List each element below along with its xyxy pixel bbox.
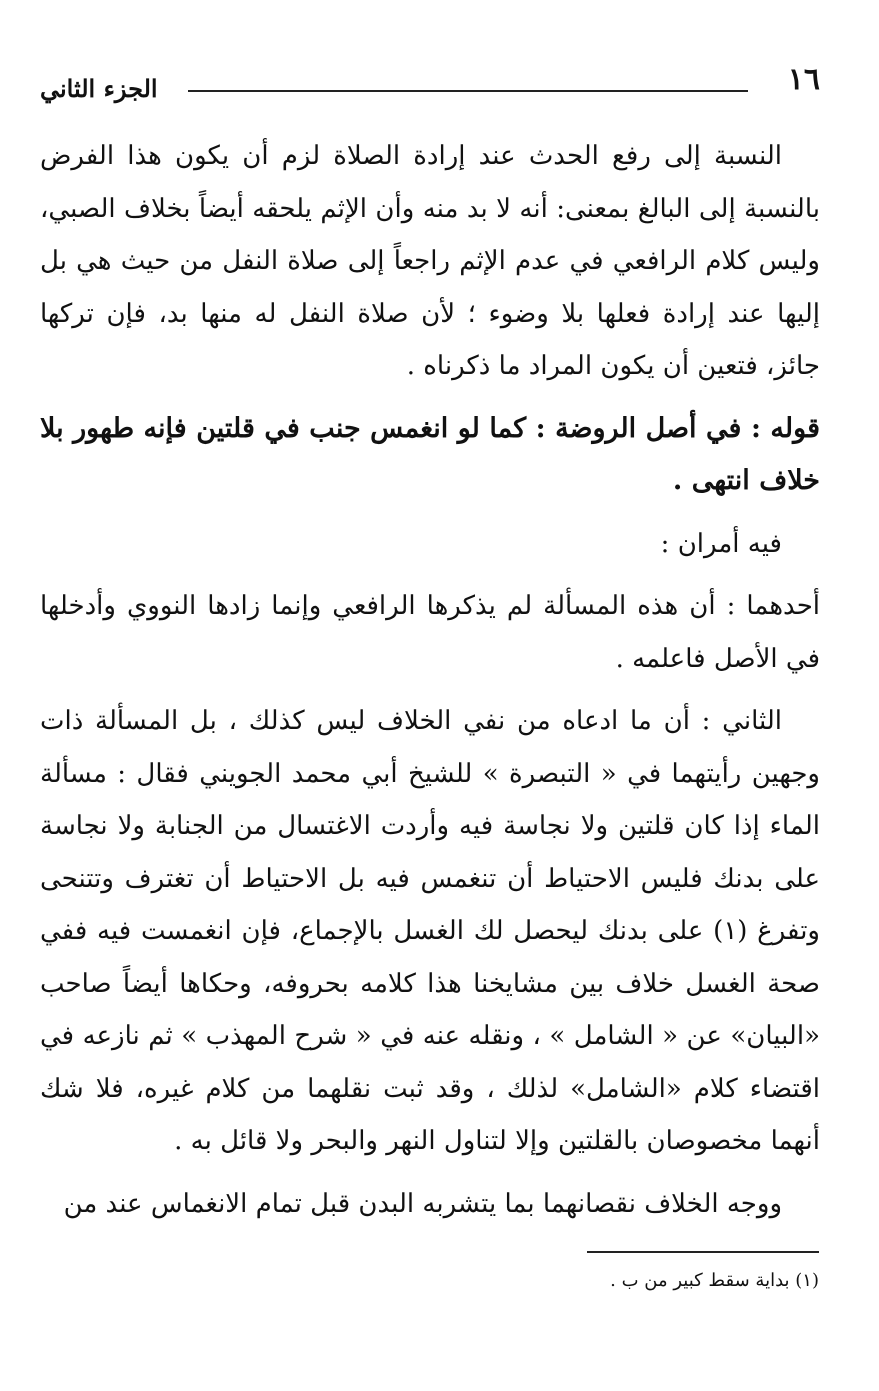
paragraph-first-point: أحدهما : أن هذه المسألة لم يذكرها الرافعي وإنما زادها النووي وأدخلها في الأصل فاعلمه . (40, 591, 820, 674)
paragraph-two-points: فيه أمران : (660, 528, 782, 559)
footnote: (١) بداية سقط كبير من ب . (610, 1270, 819, 1291)
paragraph-second-point: الثاني : أن ما ادعاه من نفي الخلاف ليس كذلك ، بل المسألة ذات وجهين رأيتهما في « التبصرة » للشيخ أبي محمد الجويني فقال : مسألة الماء إذا كان قلتين ولا نجاسة فيه وأردت الاغتسال من الجنابة ولا نجاسة على بدنك فليس الاحتياط أن تنغمس فيه بل الاحتياط أن تغترف وتتنحى وتفرغ (١) على بدنك ليحصل لك الغسل بالإجماع، فإن انغمست فيه ففي صحة الغسل خلاف بين مشايخنا هذا كلامه بحروفه، وحكاها أيضاً صاحب «البيان» عن « الشامل » ، ونقله عنه في « شرح المهذب » ثم نازعه في اقتضاء كلام «الشامل» لذلك ، وقد ثبت نقلهما من كلام غيره، فلا شك أنهما مخصوصان بالقلتين وإلا لتناول النهر والبحر ولا قائل به . (40, 706, 820, 1156)
paragraph-reason: ووجه الخلاف نقصانهما بما يتشربه البدن قبل تمام الانغماس عند من (63, 1188, 782, 1219)
paragraph-quote-heading: قوله : في أصل الروضة : كما لو انغمس جنب في قلتين فإنه طهور بلا خلاف انتهى . (40, 412, 820, 496)
footnote-rule (587, 1251, 819, 1253)
body-text (40, 130, 820, 1230)
paragraph-continuation: النسبة إلى رفع الحدث عند إرادة الصلاة لزم أن يكون هذا الفرض بالنسبة إلى البالغ بمعنى: أنه لا بد منه وأن الإثم يلحقه أيضاً بخلاف الصبي، وليس كلام الرافعي في عدم الإثم راجعاً إلى صلاة النفل من حيث هي بل إليها عند إرادة فعلها بلا وضوء ؛ لأن صلاة النفل له منها بد، فإن تركها جائز، فتعين أن يكون المراد ما ذكرناه . (40, 141, 820, 381)
page-header (40, 62, 820, 112)
page-number: ١٦ (787, 62, 820, 97)
volume-title: الجزء الثاني (40, 74, 158, 103)
header-rule (188, 90, 748, 92)
